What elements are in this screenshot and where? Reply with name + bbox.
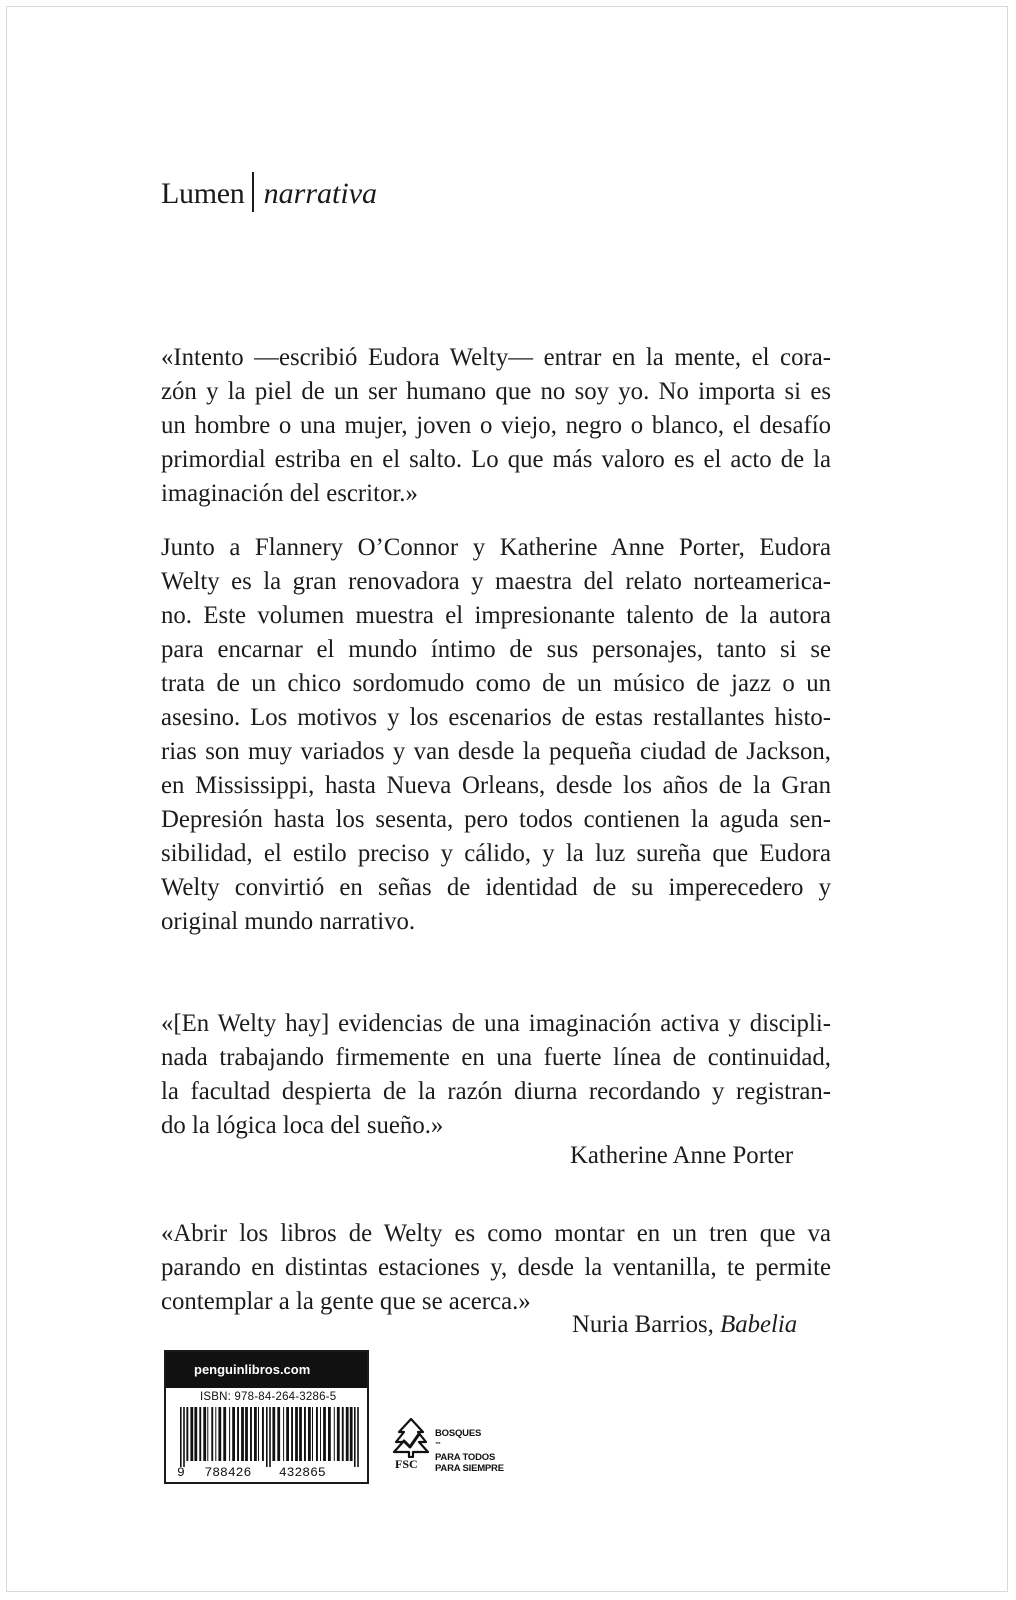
barcode-bar (357, 1407, 359, 1467)
barcode-bar (232, 1407, 235, 1461)
barcode-bar (346, 1407, 349, 1461)
barcode-bar (183, 1407, 185, 1467)
barcode-bar (237, 1407, 239, 1461)
text-line: do la lógica loca del sueño.» (161, 1112, 444, 1139)
barcode-bar (262, 1407, 264, 1461)
barcode-bar (218, 1407, 221, 1461)
barcode-bar (250, 1407, 252, 1461)
barcode-bar (334, 1407, 335, 1461)
barcode-bar (194, 1407, 197, 1461)
barcode-bar (304, 1407, 306, 1461)
barcode-bar (180, 1407, 182, 1467)
attribution-source: Babelia (720, 1311, 798, 1338)
barcode-bar (337, 1407, 340, 1461)
text-line: Depresión hasta los sesenta, pero todos contienen la aguda sen- (161, 806, 831, 833)
barcode-bar (308, 1407, 311, 1461)
text-line: parando en distintas estaciones y, desde la ventanilla, te permite (161, 1254, 831, 1281)
isbn-label: ISBN: 978-84-264-3286-5 (200, 1391, 337, 1403)
barcode-bar (328, 1407, 331, 1461)
text-line: primordial estriba en el salto. Lo que más valoro es el acto de la (161, 446, 831, 473)
barcode-bar (272, 1407, 275, 1461)
ean-first-digit: 9 (177, 1465, 185, 1480)
barcode-bar (286, 1407, 289, 1461)
ean-right-group: 432865 (278, 1465, 326, 1480)
barcode-bar (207, 1407, 208, 1461)
barcode-bar (354, 1407, 356, 1467)
porter-blurb (161, 1007, 831, 1143)
barcode-bar (350, 1407, 353, 1461)
text-line: «Intento —escribió Eudora Welty— entrar en la mente, el cora- (161, 344, 831, 371)
text-line: sibilidad, el estilo preciso y cálido, y la luz sureña que Eudora (161, 840, 831, 867)
text-line: Junto a Flannery O’Connor y Katherine Anne Porter, Eudora (161, 534, 831, 561)
barcode-bar (323, 1407, 326, 1461)
barcode-graphic (174, 1407, 364, 1467)
collection-name: narrativa (263, 177, 378, 210)
welty-quote-paragraph (161, 341, 831, 511)
text-line: rias son muy variados y van desde la pequeña ciudad de Jackson, (161, 738, 831, 765)
text-line: no. Este volumen muestra el impresionante talento de la autora (161, 602, 831, 629)
barcode-bar (266, 1407, 268, 1467)
text-line: un hombre o una mujer, joven o viejo, negro o blanco, el desafío (161, 412, 831, 439)
text-line: original mundo narrativo. (161, 908, 416, 935)
text-line: imaginación del escritor.» (161, 480, 418, 507)
barcode-bar (299, 1407, 302, 1461)
barcode-bar (312, 1407, 313, 1461)
barcode-bar (277, 1407, 280, 1461)
barrios-blurb (161, 1217, 831, 1319)
barcode-bar (258, 1407, 259, 1461)
tree-checkmark-icon (391, 1416, 431, 1458)
text-line: trata de un chico sordomudo como de un músico de jazz o un (161, 670, 831, 697)
barcode-bar (190, 1407, 193, 1461)
attribution-name: Nuria Barrios, (572, 1311, 721, 1338)
barcode-bar (211, 1407, 213, 1461)
fsc-slogan-line: BOSQUES (435, 1428, 482, 1439)
barcode-bar (223, 1407, 226, 1461)
text-line: «Abrir los libros de Welty es como montar en un tren que va (161, 1220, 831, 1247)
ean-left-group: 788426 (204, 1465, 252, 1480)
barcode-bar (229, 1407, 230, 1461)
text-line: contemplar a la gente que se acerca.» (161, 1288, 531, 1315)
fsc-logo (391, 1416, 541, 1486)
barcode-bar (254, 1407, 257, 1461)
fsc-slogan-line: PARA TODOS (435, 1452, 496, 1464)
text-line: Welty convirtió en señas de identidad de su imperecedero y (161, 874, 831, 901)
barcode-bar (186, 1407, 188, 1461)
description-paragraph (161, 531, 831, 939)
barcode-bar (199, 1407, 201, 1461)
text-line: asesino. Los motivos y los escenarios de estas restallantes histo- (161, 704, 831, 731)
trademark-sign: ™ (435, 1441, 441, 1448)
fsc-slogan (435, 1429, 504, 1474)
imprint-divider (252, 172, 253, 212)
barcode-bar (241, 1407, 244, 1461)
barcode-bar (203, 1407, 206, 1461)
barrios-attribution (572, 1308, 797, 1342)
book-back-cover (6, 6, 1008, 1592)
barcode-bar (283, 1407, 284, 1461)
text-line: Welty es la gran renovadora y maestra del relato norteamerica- (161, 568, 831, 595)
text-line: en Mississippi, hasta Nueva Orleans, desde los años de la Gran (161, 772, 831, 799)
barcode-bar (269, 1407, 271, 1467)
imprint-header (161, 172, 377, 215)
text-line: la facultad despierta de la razón diurna recordando y registran- (161, 1078, 831, 1105)
fsc-mark: FSC (395, 1457, 418, 1471)
barcode-bar (316, 1407, 318, 1461)
text-line: para encarnar el mundo íntimo de sus personajes, tanto si se (161, 636, 831, 663)
porter-attribution: Katherine Anne Porter (570, 1142, 794, 1169)
text-line: «[En Welty hay] evidencias de una imaginación activa y discipli- (161, 1010, 831, 1037)
text-line: nada trabajando firmemente en una fuerte línea de continuidad, (161, 1044, 831, 1071)
barcode-bar (320, 1407, 321, 1461)
isbn-barcode-block (164, 1350, 369, 1484)
barcode-bar (245, 1407, 248, 1461)
barcode-bar (215, 1407, 216, 1461)
barcode-bar (291, 1407, 293, 1461)
publisher-name: Lumen (161, 177, 245, 210)
publisher-url: penguinlibros.com (166, 1352, 367, 1388)
barcode-bar (295, 1407, 298, 1461)
fsc-slogan-line: PARA SIEMPRE (435, 1462, 504, 1474)
text-line: zón y la piel de un ser humano que no soy yo. No importa si es (161, 378, 831, 405)
barcode-bar (342, 1407, 344, 1461)
ean-digits (177, 1465, 362, 1480)
